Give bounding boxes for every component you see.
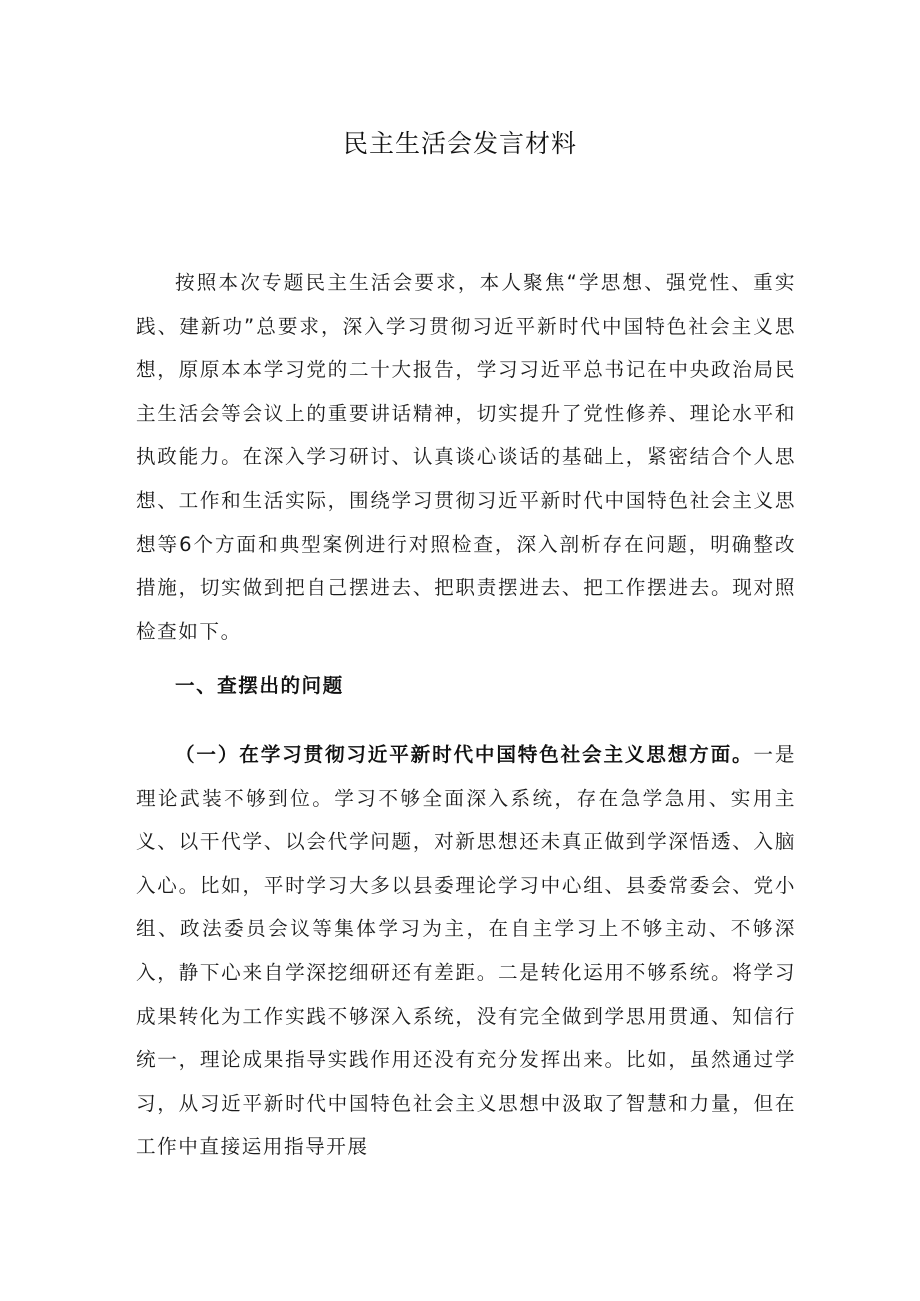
document-title: 民主生活会发言材料 <box>342 129 577 158</box>
section-heading-problems: 一、查摆出的问题 <box>175 674 344 697</box>
sub-section-paragraph <box>136 733 796 1169</box>
intro-paragraph: 按照本次专题民主生活会要求，本人聚焦“学思想、强党性、重实践、建新功”总要求，深入学习贯彻习近平新时代中国特色社会主义思想，原原本本学习党的二十大报告，学习习近平总书记在中央政治局民主生活会等会议上的重要讲话精神，切实提升了党性修养、理论水平和执政能力。在深入学习研讨、认真谈心谈话的基础上，紧密结合个人思想、工作和生活实际，围绕学习贯彻习近平新时代中国特色社会主义思想等6个方面和典型案例进行对照检查，深入剖析存在问题，明确整改措施，切实做到把自己摆进去、把职责摆进去、把工作摆进去。现对照检查如下。 <box>136 271 796 643</box>
sub-section-heading: （一）在学习贯彻习近平新时代中国特色社会主义思想方面。 <box>175 743 754 766</box>
sub-section-body: 一是理论武装不够到位。学习不够全面深入系统，存在急学急用、实用主义、以干代学、以会代学问题，对新思想还未真正做到学深悟透、入脑入心。比如，平时学习大多以县委理论学习中心组、县委常委会、党小组、政法委员会议等集体学习为主，在自主学习上不够主动、不够深入，静下心来自学深挖细研还有差距。二是转化运用不够系统。将学习成果转化为工作实践不够深入系统，没有完全做到学思用贯通、知信行统一，理论成果指导实践作用还没有充分发挥出来。比如，虽然通过学习，从习近平新时代中国特色社会主义思想中汲取了智慧和力量，但在工作中直接运用指导开展 <box>136 743 796 1159</box>
